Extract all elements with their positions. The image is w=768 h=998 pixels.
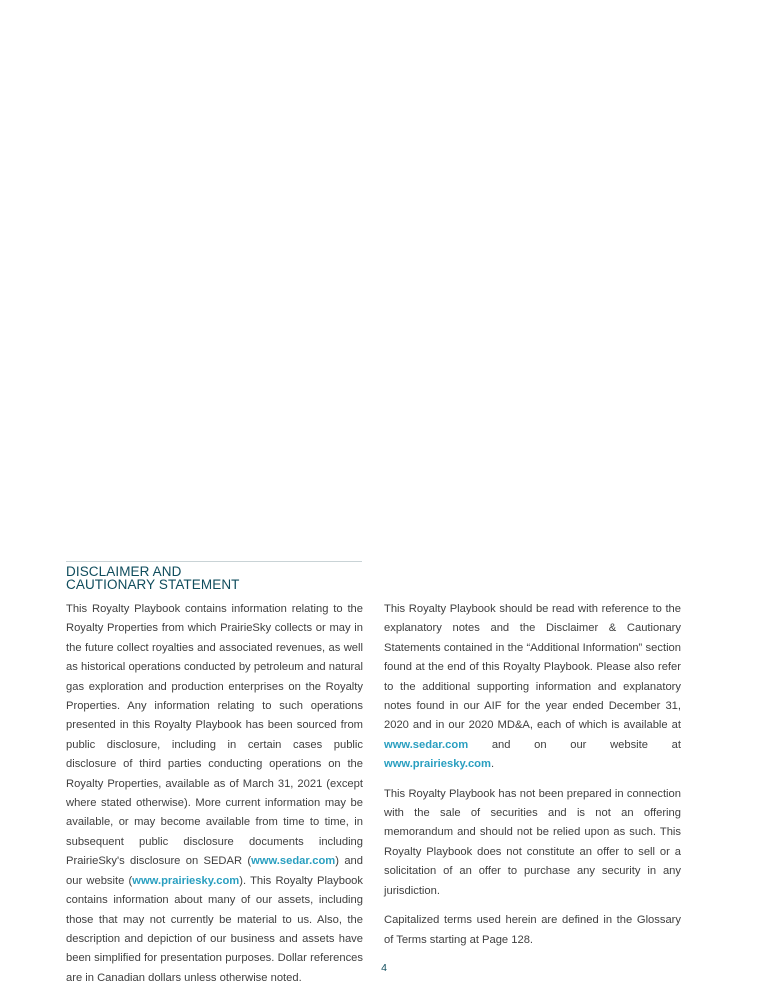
- sedar-link[interactable]: www.sedar.com: [251, 855, 336, 868]
- glossary-paragraph: Capitalized terms used herein are defined in the Glossary of Terms starting at Page 128.: [384, 914, 681, 946]
- paragraph-text: ). This Royalty Playbook contains information about many of our assets, including those that may not currently be material to us. Also, the description and depiction of our business and assets have been simplified for presentation purposes. Dollar references are in Canadian dollars unless otherwise noted.: [66, 874, 363, 984]
- paragraph-text: This Royalty Playbook should be read with reference to the explanatory notes and the Disclaimer & Cautionary Statements contained in the “Additional Information” section found at the end of this Royalty Playbook. Please also refer to the additional supporting information and explanatory notes found in our AIF for the year ended December 31, 2020 and in our 2020 MD&A, each of which is available at: [384, 603, 681, 732]
- disclaimer-paragraph: [66, 600, 363, 988]
- heading-line-2: CAUTIONARY STATEMENT: [66, 576, 240, 592]
- right-column: [384, 600, 681, 960]
- heading-divider: [66, 561, 362, 562]
- reference-paragraph: [384, 600, 681, 775]
- securities-paragraph: This Royalty Playbook has not been prepared in connection with the sale of securities and is not an offering memorandum and should not be relied upon as such. This Royalty Playbook does not constitute an offer to sell or a solicitation of an offer to purchase any security in any jurisdiction.: [384, 787, 681, 897]
- paragraph-text: This Royalty Playbook contains information relating to the Royalty Properties from which PrairieSky collects or may in the future collect royalties and associated revenues, as well as historical operations conducted by petroleum and natural gas exploration and production enterprises on the Royalty Properties. Any information relating to such operations presented in this Royalty Playbook has been sourced from public disclosure, including in certain cases public disclosure of third parties conducting operations on the Royalty Properties, available as of March 31, 2021 (except where stated otherwise). More current information may be available, or may become available from time to time, in subsequent public disclosure documents including PrairieSky's disclosure on SEDAR (: [66, 603, 363, 868]
- prairiesky-link[interactable]: www.prairiesky.com: [132, 874, 240, 887]
- section-heading: [66, 566, 366, 591]
- prairiesky-link[interactable]: www.prairiesky.com: [384, 758, 491, 771]
- heading-line-1: DISCLAIMER AND: [66, 564, 182, 579]
- paragraph-text: and on our website at: [468, 738, 681, 751]
- page-number: 4: [381, 962, 387, 974]
- paragraph-text: ) and our website (: [66, 855, 363, 887]
- sedar-link[interactable]: www.sedar.com: [384, 738, 469, 751]
- left-column: [66, 600, 363, 998]
- paragraph-text: .: [490, 758, 495, 771]
